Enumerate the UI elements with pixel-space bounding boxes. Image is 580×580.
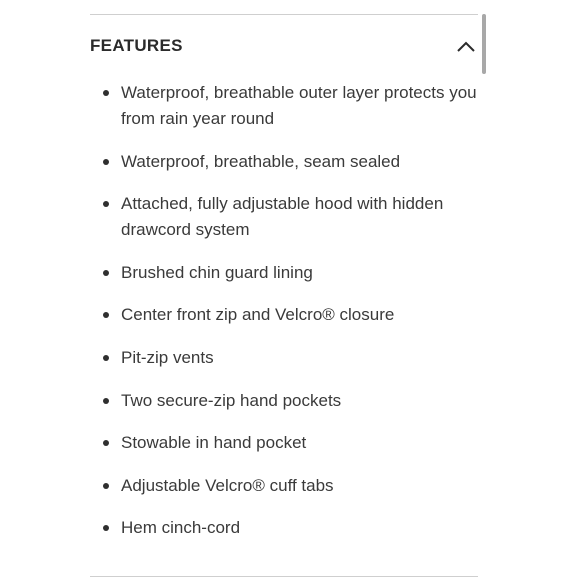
top-divider	[90, 14, 478, 15]
bullet-icon	[103, 270, 109, 276]
bullet-icon	[103, 483, 109, 489]
list-item	[90, 473, 478, 499]
list-item	[90, 345, 478, 371]
bullet-icon	[103, 398, 109, 404]
bullet-icon	[103, 440, 109, 446]
chevron-up-icon[interactable]	[454, 36, 478, 58]
bullet-icon	[103, 159, 109, 165]
bottom-divider	[90, 576, 478, 577]
feature-text: Two secure-zip hand pockets	[121, 390, 342, 410]
bullet-icon	[103, 312, 109, 318]
list-item	[90, 80, 478, 132]
bullet-icon	[103, 90, 109, 96]
list-item	[90, 515, 478, 541]
feature-text: Waterproof, breathable, seam sealed	[121, 151, 401, 171]
list-item	[90, 191, 478, 243]
list-item	[90, 260, 478, 286]
bullet-icon	[103, 355, 109, 361]
bullet-icon	[103, 525, 109, 531]
feature-text: Hem cinch-cord	[121, 518, 241, 538]
bullet-icon	[103, 201, 109, 207]
list-item	[90, 302, 478, 328]
list-item	[90, 149, 478, 175]
feature-text: Adjustable Velcro® cuff tabs	[121, 475, 334, 495]
section-title: FEATURES	[90, 36, 183, 55]
list-item	[90, 388, 478, 414]
feature-list	[90, 80, 478, 558]
feature-text: Waterproof, breathable outer layer protects you from rain year round	[121, 83, 477, 128]
feature-text: Pit-zip vents	[121, 347, 214, 367]
features-header[interactable]	[90, 34, 480, 62]
feature-text: Stowable in hand pocket	[121, 433, 307, 453]
list-item	[90, 430, 478, 456]
feature-text: Brushed chin guard lining	[121, 262, 313, 282]
feature-text: Center front zip and Velcro® closure	[121, 305, 395, 325]
feature-text: Attached, fully adjustable hood with hidden drawcord system	[121, 194, 444, 240]
scrollbar-thumb[interactable]	[482, 14, 486, 74]
